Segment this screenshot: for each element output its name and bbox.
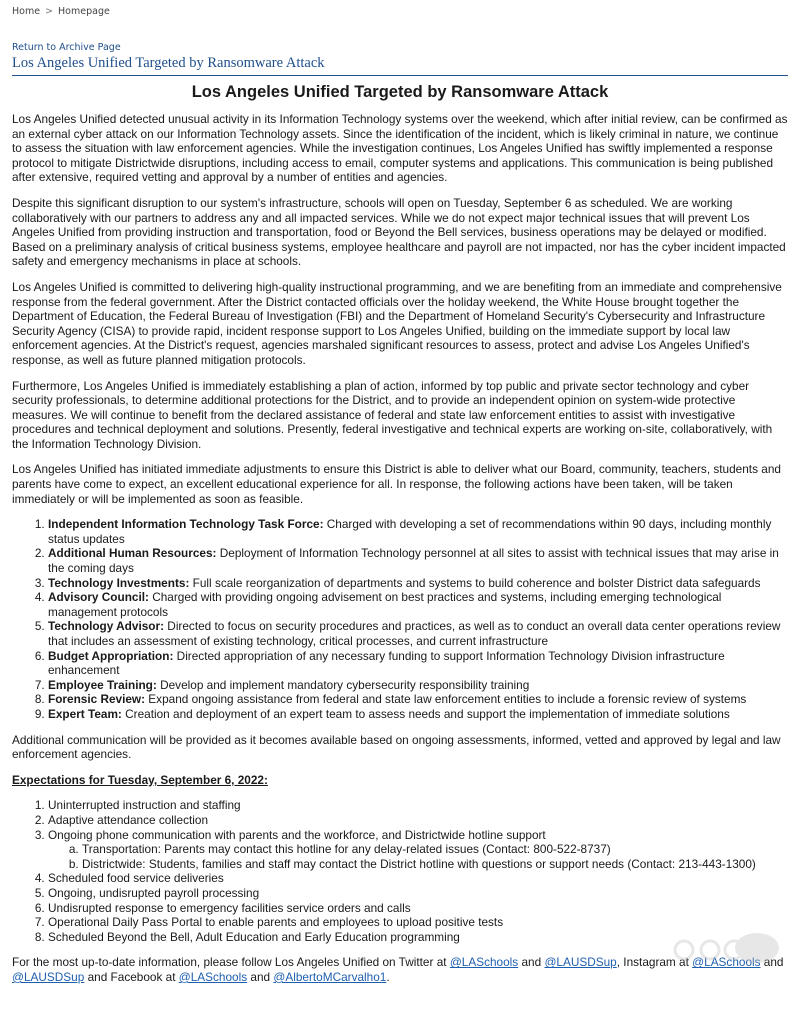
action-item bbox=[48, 590, 788, 619]
paragraph: Los Angeles Unified detected unusual activity in its Information Technology systems over the weekend, which after initial review, can be confirmed as an external cyber attack on our Information Technology assets. Since the identification of the incident, which is likely criminal in nature, we continue to assess the situation with law enforcement agencies. While the investigation continues, Los Angeles Unified has swiftly implemented a response protocol to mitigate Districtwide disruptions, including access to email, computer systems and applications. This communication is being published after extensive, required vetting and approval by a number of entities and agencies. bbox=[12, 112, 788, 185]
watermark-logo-icon bbox=[662, 930, 782, 970]
expectation-item: 2. Adaptive attendance collection bbox=[48, 813, 788, 828]
footer-text: and bbox=[247, 969, 274, 984]
action-label: Technology Investments: bbox=[48, 575, 190, 590]
expectation-item: 4. Scheduled food service deliveries bbox=[48, 871, 788, 886]
breadcrumb-separator: > bbox=[45, 6, 54, 17]
action-item bbox=[48, 678, 788, 693]
expectation-item: 7. Operational Daily Pass Portal to enable parents and employees to upload positive tests bbox=[48, 915, 788, 930]
footer-text: For the most up-to-date information, please follow Los Angeles Unified on Twitter at bbox=[12, 955, 450, 970]
instagram-laschools-link[interactable]: @LASchools bbox=[692, 955, 761, 970]
footer-text: and Facebook at bbox=[84, 969, 179, 984]
action-text: Directed appropriation of any necessary funding to support Information Technology Division infrastructure enhancement bbox=[48, 648, 725, 678]
action-text: Charged with developing a set of recommendations within 90 days, including monthly status updates bbox=[48, 517, 772, 546]
action-text: Full scale reorganization of departments and systems to build coherence and bolster District data safeguards bbox=[189, 575, 761, 590]
action-item bbox=[48, 692, 788, 707]
page-subtitle: Los Angeles Unified Targeted by Ransomware Attack bbox=[12, 55, 325, 71]
paragraph: Furthermore, Los Angeles Unified is immediately establishing a plan of action, informed by top public and private sector technology and cyber security professionals, to determine additional protections for the District, and to provide an independent opinion on system-wide protective measures. We will continue to benefit from the declared assistance of federal and state law enforcement entities to assist with investigative procedures and technical deployment and solutions. Presently, federal investigative and technical experts are working on-site, collaboratively, with the Information Technology Division. bbox=[12, 378, 773, 451]
action-text: Deployment of Information Technology personnel at all sites to assist with technical issues that may arise in the coming days bbox=[48, 546, 779, 576]
action-text: Charged with providing ongoing advisement on best practices and systems, including emerging technological management protocols bbox=[48, 590, 722, 619]
footer-text: and bbox=[518, 955, 545, 970]
action-text: Expand ongoing assistance from federal and state law enforcement entities to include a forensic review of systems bbox=[145, 692, 747, 707]
breadcrumb-homepage[interactable]: Homepage bbox=[58, 6, 110, 17]
article-body bbox=[12, 112, 788, 984]
expectation-item: 8. Scheduled Beyond the Bell, Adult Education and Early Education programming bbox=[48, 930, 788, 945]
twitter-lausdsup-link[interactable]: @LAUSDSup bbox=[544, 955, 617, 970]
breadcrumb-home[interactable]: Home bbox=[12, 6, 41, 17]
expectations-heading: Expectations for Tuesday, September 6, 2022: bbox=[12, 772, 268, 787]
action-label: Technology Advisor: bbox=[48, 619, 165, 634]
action-item bbox=[48, 649, 788, 678]
action-text: Directed to focus on security procedures and practices, as well as to conduct an overall data center operations review that includes an assessment of existing technology, critical processes, and current infrastructure bbox=[48, 619, 781, 648]
hotline-sublist bbox=[48, 842, 788, 871]
action-text: Develop and implement mandatory cybersecurity responsibility training bbox=[156, 677, 530, 692]
additional-info: Additional communication will be provided as it becomes available based on ongoing assessments, informed, vetted and approved by legal and law enforcement agencies. bbox=[12, 732, 781, 762]
action-item bbox=[48, 517, 788, 546]
actions-list bbox=[12, 517, 788, 721]
footer-text: . bbox=[386, 969, 390, 984]
hotline-item-transportation: a. Transportation: Parents may contact this hotline for any delay-related issues (Contact: 800-522-8737) bbox=[82, 842, 788, 857]
action-label: Additional Human Resources: bbox=[48, 546, 217, 561]
expectation-item: 6. Undisrupted response to emergency facilities service orders and calls bbox=[48, 901, 788, 916]
action-label: Forensic Review: bbox=[48, 692, 146, 707]
expectation-item: 1. Uninterrupted instruction and staffing bbox=[48, 798, 788, 813]
return-to-archive-link[interactable]: Return to Archive Page bbox=[12, 42, 121, 53]
action-label: Budget Appropriation: bbox=[48, 648, 174, 663]
paragraph: Los Angeles Unified has initiated immediate adjustments to ensure this District is able to deliver what our Board, community, teachers, students and parents have come to expect, an excellent educational experience for all. In response, the following actions have been taken, will be taken immediately or will be implemented as soon as feasible. bbox=[12, 462, 781, 506]
expectation-item: 5. Ongoing, undisrupted payroll processing bbox=[48, 886, 788, 901]
paragraph: Los Angeles Unified is committed to delivering high-quality instructional programming, and we are benefiting from an immediate and comprehensive response from the federal government. After the District contacted officials over the holiday weekend, the White House brought together the Department of Education, the Federal Bureau of Investigation (FBI) and the Department of Homeland Security's Cybersecurity and Infrastructure Security Agency (CISA) to provide rapid, incident response support to Los Angeles Unified, building on the immediate support by local law enforcement agencies. At the District's request, agencies marshaled significant resources to assess, protect and advise Los Angeles Unified's response, as well as future planned mitigation protocols. bbox=[12, 279, 782, 367]
twitter-laschools-link[interactable]: @LASchools bbox=[449, 955, 519, 970]
expectations-list bbox=[12, 798, 788, 944]
expectation-text: Ongoing phone communication with parents and the workforce, and Districtwide hotline support bbox=[48, 827, 546, 842]
action-item bbox=[48, 707, 788, 722]
footer-text: and bbox=[760, 955, 784, 970]
divider bbox=[12, 75, 788, 76]
page-title: Los Angeles Unified Targeted by Ransomware Attack bbox=[191, 83, 609, 101]
footer-text: , Instagram at bbox=[616, 955, 693, 970]
paragraph: Despite this significant disruption to our system's infrastructure, schools will open on Tuesday, September 6 as scheduled. We are working collaboratively with our partners to address any and all impacted services. While we do not expect major technical issues that will prevent Los Angeles Unified from providing instruction and transportation, food or Beyond the Bell services, business operations may be delayed or modified. Based on a preliminary analysis of critical business systems, employee healthcare and payroll are not impacted, nor has the cyber incident impacted safety and emergency mechanisms in place at schools. bbox=[12, 195, 786, 269]
breadcrumb bbox=[12, 0, 788, 30]
action-item bbox=[48, 576, 788, 591]
action-item bbox=[48, 546, 788, 575]
action-item bbox=[48, 619, 788, 648]
action-label: Expert Team: bbox=[48, 706, 122, 721]
expectation-item bbox=[48, 828, 788, 872]
action-label: Employee Training: bbox=[48, 677, 157, 692]
action-label: Advisory Council: bbox=[48, 590, 149, 605]
action-label: Independent Information Technology Task Force: bbox=[48, 517, 324, 532]
facebook-albertomcarvalho-link[interactable]: @AlbertoMCarvalho1 bbox=[273, 969, 387, 984]
hotline-item-districtwide: b. Districtwide: Students, families and staff may contact the District hotline with questions or support needs (Contact: 213-443-1300) bbox=[82, 857, 788, 872]
action-text: Creation and deployment of an expert team to assess needs and support the implementation of immediate solutions bbox=[121, 706, 730, 721]
instagram-lausdsup-link[interactable]: @LAUSDSup bbox=[12, 969, 85, 984]
facebook-laschools-link[interactable]: @LASchools bbox=[178, 969, 248, 984]
